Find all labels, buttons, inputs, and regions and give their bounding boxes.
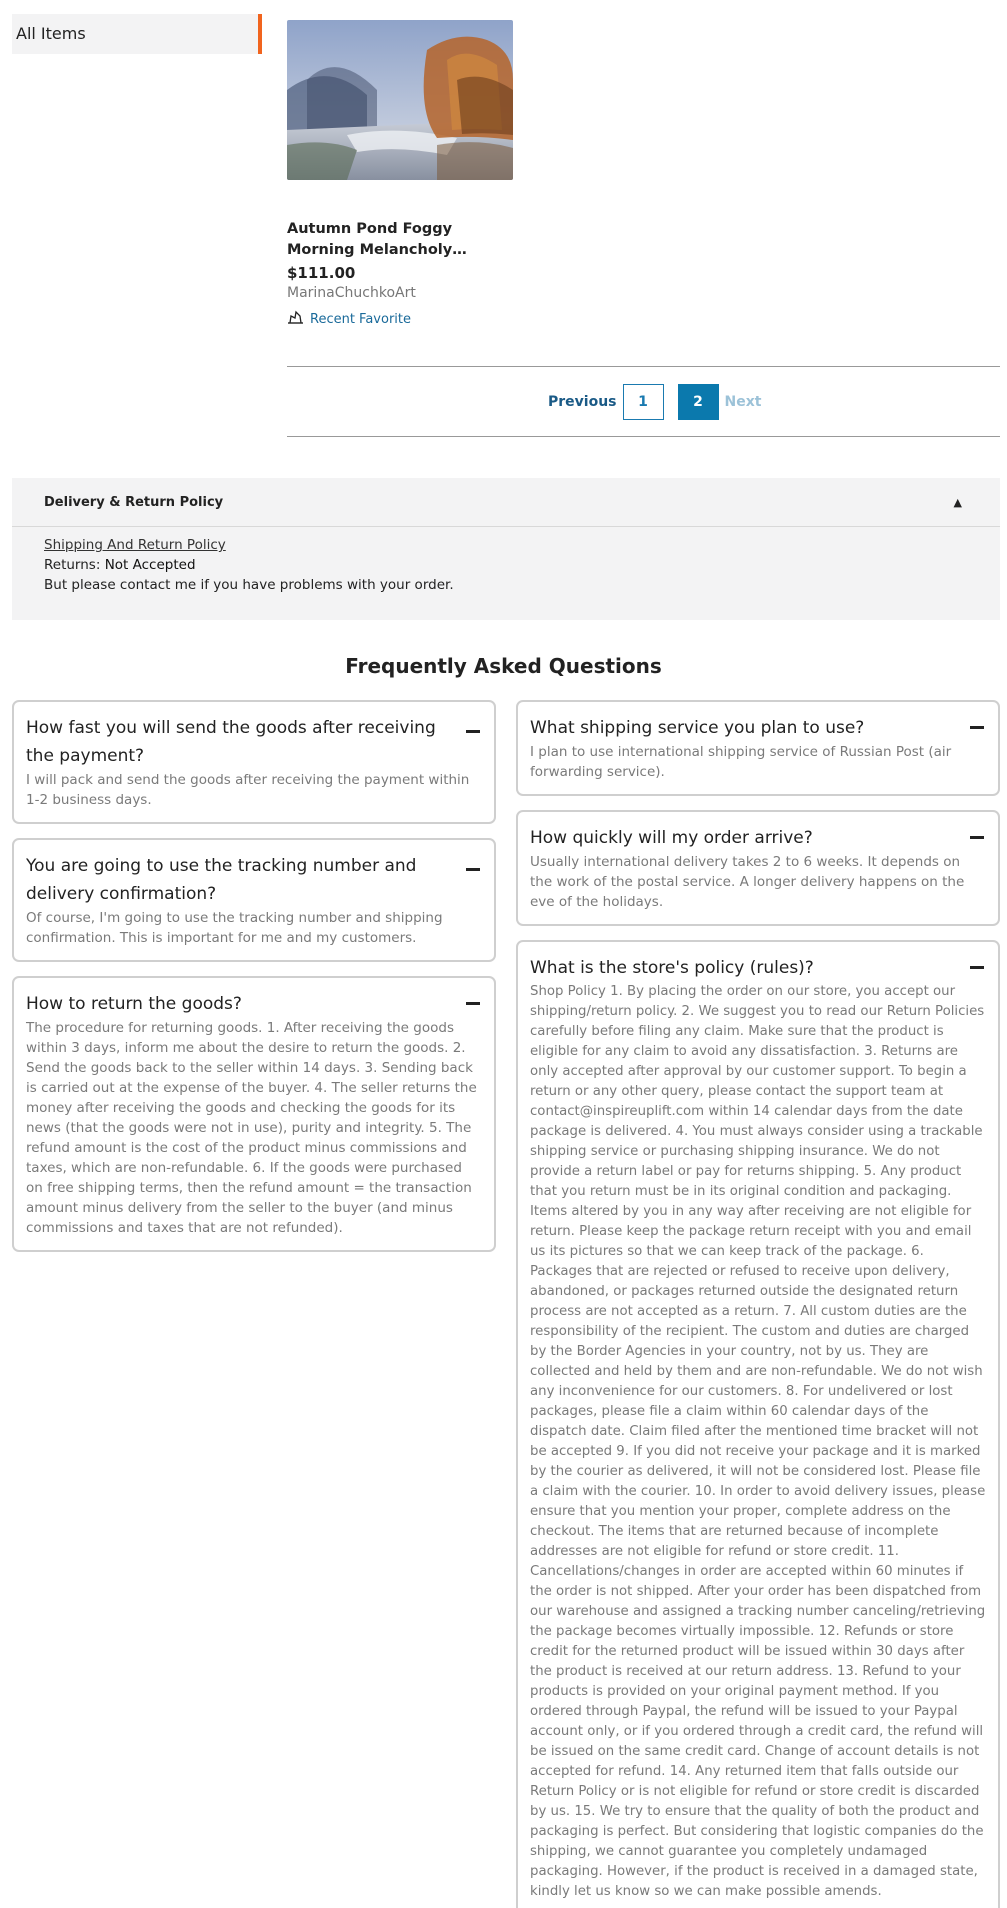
faq-answer: Shop Policy 1. By placing the order on our store, you accept our shipping/return policy. 2. We suggest you to read our Return Policies carefully before filing any claim. Make sure that the product is eligible for any claim to avoid any dissatisfaction. 3. Returns are only accepted after approval by our customer support. To begin a return or any other query, please contact the support team at contact@inspireuplift.com within 14 calendar days from the date package is delivered. 4. You must always consider using a trackable shipping service or purchasing shipping insurance. We do not provide a return label or pay for returns shipping. 5. Any product that you return must be in its original condition and packaging. Items altered by you in any way after receiving are not eligible for return. Please keep the package return receipt with you and email us its pictures so that we can keep track of the package. 6. Packages that are rejected or refused to receive upon delivery, abandoned, or packages returned outside the designated return process are not accepted as a return. 7. All custom duties are the responsibility of the recipient. The custom and duties are charged by the Border Agencies in your country, not by us. They are collected and held by them and are non-refundable. We do not wish any inconvenience for our customers. 8. For undelivered or lost packages, please file a claim within 60 calendar days of the dispatch date. Claim filed after the mentioned time bracket will not be accepted 9. If you did not receive your package and it is marked by the courier as delivered, it will not be considered lost. Please file a claim with the courier. 10. In order to avoid delivery issues, please ensure that you mention your proper, complete address on the checkout. The items that are returned because of incomplete addresses are not eligible for refund or store credit. 11. Cancellations/changes in order are accepted within 60 minutes if the order is not shipped. After your order has been dispatched from our warehouse and assigned a tracking number canceling/retrieving the package becomes virtually impossible. 12. Refunds or store credit for the returned product will be issued within 30 days after the product is received at our return address. 13. Refund to your products is provided on your original payment method. If you ordered through Paypal, the refund will be issued to your Paypal account only, or if you ordered through a credit card, the refund will be issued on the same credit card. Change of account details is not accepted for refund. 14. Any returned item that falls outside our Return Policy or is not eligible for refund or store credit is discarded by us. 15. We try to ensure that the quality of both the product and packaging is perfect. But considering that logistic companies do the shipping, we cannot guarantee you completely undamaged packaging. However, if the product is received in a damaged state, kindly let us know so we can make possible amends. [530,984,986,1899]
faq-column-left [12,700,496,1252]
faq-answer: Usually international delivery takes 2 to 6 weeks. It depends on the work of the postal service. A longer delivery happens on the eve of the holidays. [530,854,965,910]
faq-answer: The procedure for returning goods. 1. After receiving the goods within 3 days, inform me about the desire to return the goods. 2. Send the goods back to the seller within 14 days. 3. Sending back is carried out at the expense of the buyer. 4. The seller returns the money after receiving the goods and checking the goods for its news (that the goods were not in use), purity and integrity. 5. The refund amount is the cost of the product minus commissions and taxes, which are non-refundable. 6. If the goods were purchased on free shipping terms, then the refund amount = the transaction amount minus delivery from the seller to the buyer (and minus commissions and taxes that are not refunded). [26,1020,477,1236]
collapse-minus-icon[interactable] [970,836,984,839]
faq-question[interactable]: How fast you will send the goods after receiving the payment? [26,718,436,766]
faq-question[interactable]: How quickly will my order arrive? [530,828,813,848]
pagination-next-link[interactable]: Next [724,394,762,410]
faq-item[interactable] [12,700,496,824]
faq-item[interactable] [516,810,1000,926]
product-card[interactable] [287,20,513,328]
pagination-page-2[interactable]: 2 [678,384,719,420]
returns-label: Returns: [44,557,101,573]
policy-title: Delivery & Return Policy [44,494,224,510]
pagination-divider-bottom [287,436,1000,437]
pagination-previous-link[interactable]: Previous [548,394,617,410]
collapse-minus-icon[interactable] [466,730,480,733]
faq-question[interactable]: What shipping service you plan to use? [530,718,865,738]
policy-body [12,527,1000,603]
recent-favorite-label: Recent Favorite [310,311,412,327]
delivery-return-policy-panel [12,478,1000,620]
faq-answer: Of course, I'm going to use the tracking number and shipping confirmation. This is important for me and my customers. [26,910,443,946]
faq-column-right [516,700,1000,1908]
collapse-minus-icon[interactable] [970,966,984,969]
product-image[interactable] [287,20,513,180]
pagination-divider-top [287,366,1000,367]
faq-question[interactable]: How to return the goods? [26,994,242,1014]
sidebar-item-label: All Items [16,24,86,43]
returns-line [44,555,968,575]
faq-item[interactable] [516,940,1000,1908]
recent-favorite-badge [287,310,513,328]
pagination [548,384,761,420]
chevron-up-icon[interactable]: ▲ [953,495,962,509]
faq-title: Frequently Asked Questions [345,654,662,678]
faq-question[interactable]: You are going to use the tracking number and delivery confirmation? [26,856,417,904]
faq-answer: I will pack and send the goods after receiving the payment within 1-2 business days. [26,772,470,808]
faq-item[interactable] [516,700,1000,796]
collapse-minus-icon[interactable] [466,1002,480,1005]
returns-value: Not Accepted [104,557,196,573]
faq-item[interactable] [12,976,496,1252]
faq-item[interactable] [12,838,496,962]
policy-header[interactable] [12,478,1000,527]
collapse-minus-icon[interactable] [970,726,984,729]
recent-favorite-icon [287,310,304,328]
faq-question[interactable]: What is the store's policy (rules)? [530,958,814,978]
product-title[interactable]: Autumn Pond Foggy Morning Melancholy [287,221,453,258]
sidebar-item-all-items[interactable] [12,14,262,54]
policy-note: But please contact me if you have problems with your order. [44,577,454,593]
product-price: $111.00 [287,264,356,282]
collapse-minus-icon[interactable] [466,868,480,871]
shipping-return-policy-link[interactable]: Shipping And Return Policy [44,537,226,553]
pagination-page-1[interactable]: 1 [623,384,664,420]
faq-answer: I plan to use international shipping service of Russian Post (air forwarding service). [530,744,952,780]
product-shop-name[interactable]: MarinaChuchkoArt [287,285,416,301]
